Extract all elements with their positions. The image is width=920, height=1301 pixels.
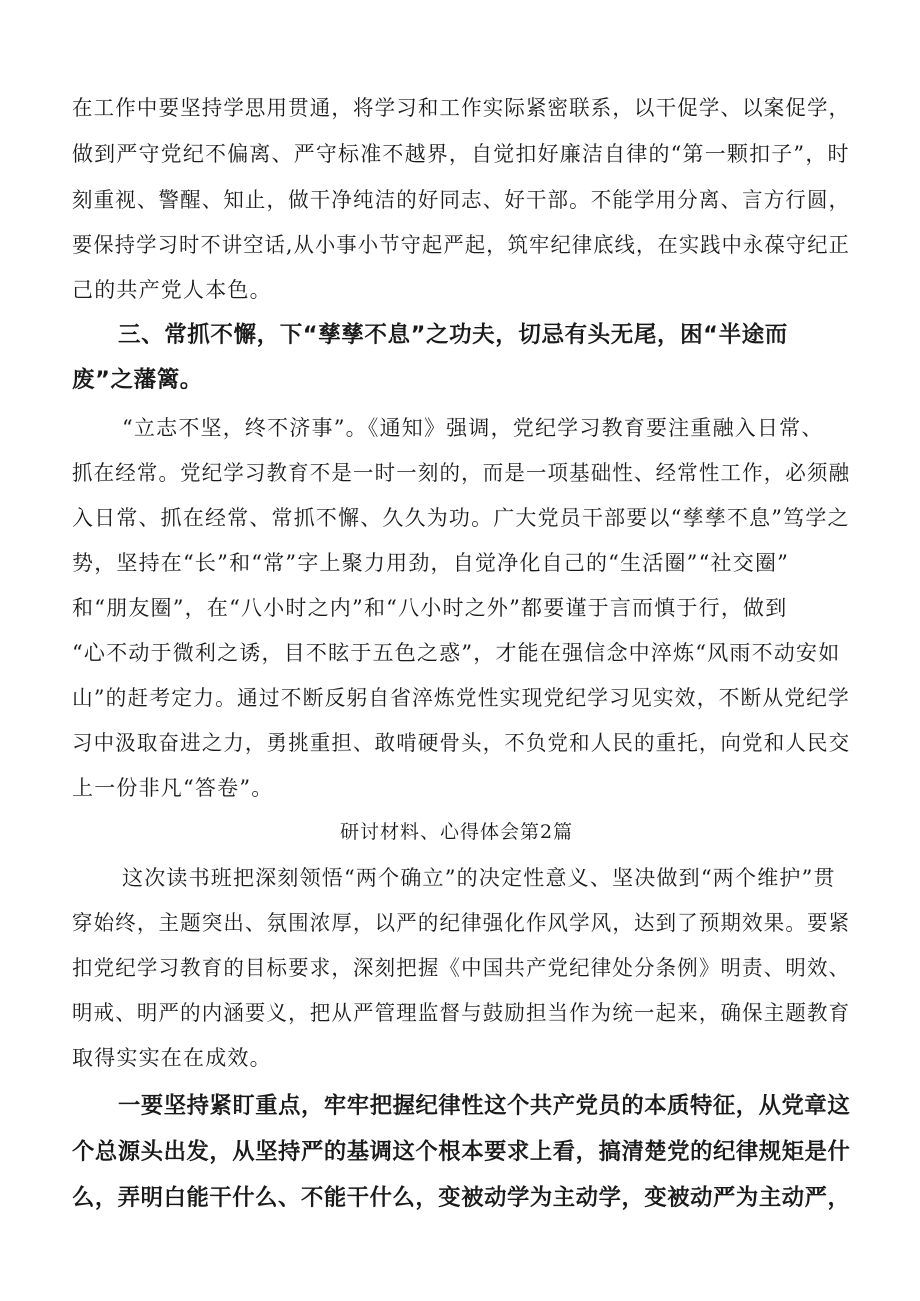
paragraph-line: 山”的赶考定力。通过不断反躬自省淬炼党性实现党纪学习见实效，不断从党纪学 [72, 686, 850, 710]
paragraph-line: 扣党纪学习教育的目标要求，深刻把握《中国共产党纪律处分条例》明责、明效、 [72, 956, 851, 980]
paragraph-line: 做到严守党纪不偏离、严守标准不越界，自觉扣好廉洁自律的“第一颗扣子”，时 [72, 142, 850, 166]
paragraph-line: 入日常、抓在经常、常抓不懈、久久为功。广大党员干部要以“孳孳不息”笃学之 [72, 506, 850, 530]
section-heading-line: 废”之藩篱。 [72, 367, 203, 393]
paragraph-line: “立志不坚，终不济事”。《通知》强调，党纪学习教育要注重融入日常、 [122, 416, 824, 440]
paragraph-line: 在工作中要坚持学思用贯通，将学习和工作实际紧密联系，以干促学、以案促学， [72, 96, 851, 120]
paragraph-line: 刻重视、警醒、知止，做干净纯洁的好同志、好干部。不能学用分离、言方行圆， [72, 188, 851, 212]
paragraph-line: “心不动于微利之诱，目不眩于五色之惑”，才能在强信念中淬炼“风雨不动安如 [72, 641, 841, 665]
paragraph-line: 己的共产党人本色。 [72, 278, 272, 302]
paragraph-line: 习中汲取奋进之力，勇挑重担、敢啃硬骨头，不负党和人民的重托，向党和人民交 [72, 731, 851, 755]
bold-paragraph-line: 一要坚持紧盯重点，牢牢把握纪律性这个共产党员的本质特征，从党章这 [118, 1093, 851, 1119]
paragraph-line: 取得实实在在成效。 [72, 1046, 272, 1070]
bold-paragraph-line: 个总源头出发，从坚持严的基调这个根本要求上看，搞清楚党的纪律规矩是什 [72, 1139, 851, 1165]
paragraph-line: 穿始终，主题突出、氛围浓厚，以严的纪律强化作风学风，达到了预期效果。要紧 [72, 911, 851, 935]
paragraph-line: 和“朋友圈”，在“八小时之内”和“八小时之外”都要谨于言而慎于行，做到 [72, 596, 788, 620]
article-title: 研讨材料、心得体会第2篇 [340, 821, 574, 843]
section-heading-line: 三、常抓不懈，下“孳孳不息”之功夫，切忌有头无尾，困“半途而 [118, 322, 788, 348]
paragraph-line: 明戒、明严的内涵要义，把从严管理监督与鼓励担当作为统一起来，确保主题教育 [72, 1001, 851, 1025]
paragraph-line: 抓在经常。党纪学习教育不是一时一刻的，而是一项基础性、经常性工作，必须融 [72, 461, 851, 485]
paragraph-line: 要保持学习时不讲空话,从小事小节守起严起，筑牢纪律底线，在实践中永葆守纪正 [72, 233, 851, 257]
paragraph-line: 这次读书班把深刻领悟“两个确立”的决定性意义、坚决做到“两个维护”贯 [122, 866, 836, 890]
paragraph-line: 上一份非凡“答卷”。 [72, 776, 274, 800]
paragraph-line: 势，坚持在“长”和“常”字上聚力用劲，自觉净化自己的“生活圈”“社交圈” [72, 551, 790, 575]
bold-paragraph-line: 么，弄明白能干什么、不能干什么，变被动学为主动学，变被动严为主动严， [72, 1185, 851, 1211]
